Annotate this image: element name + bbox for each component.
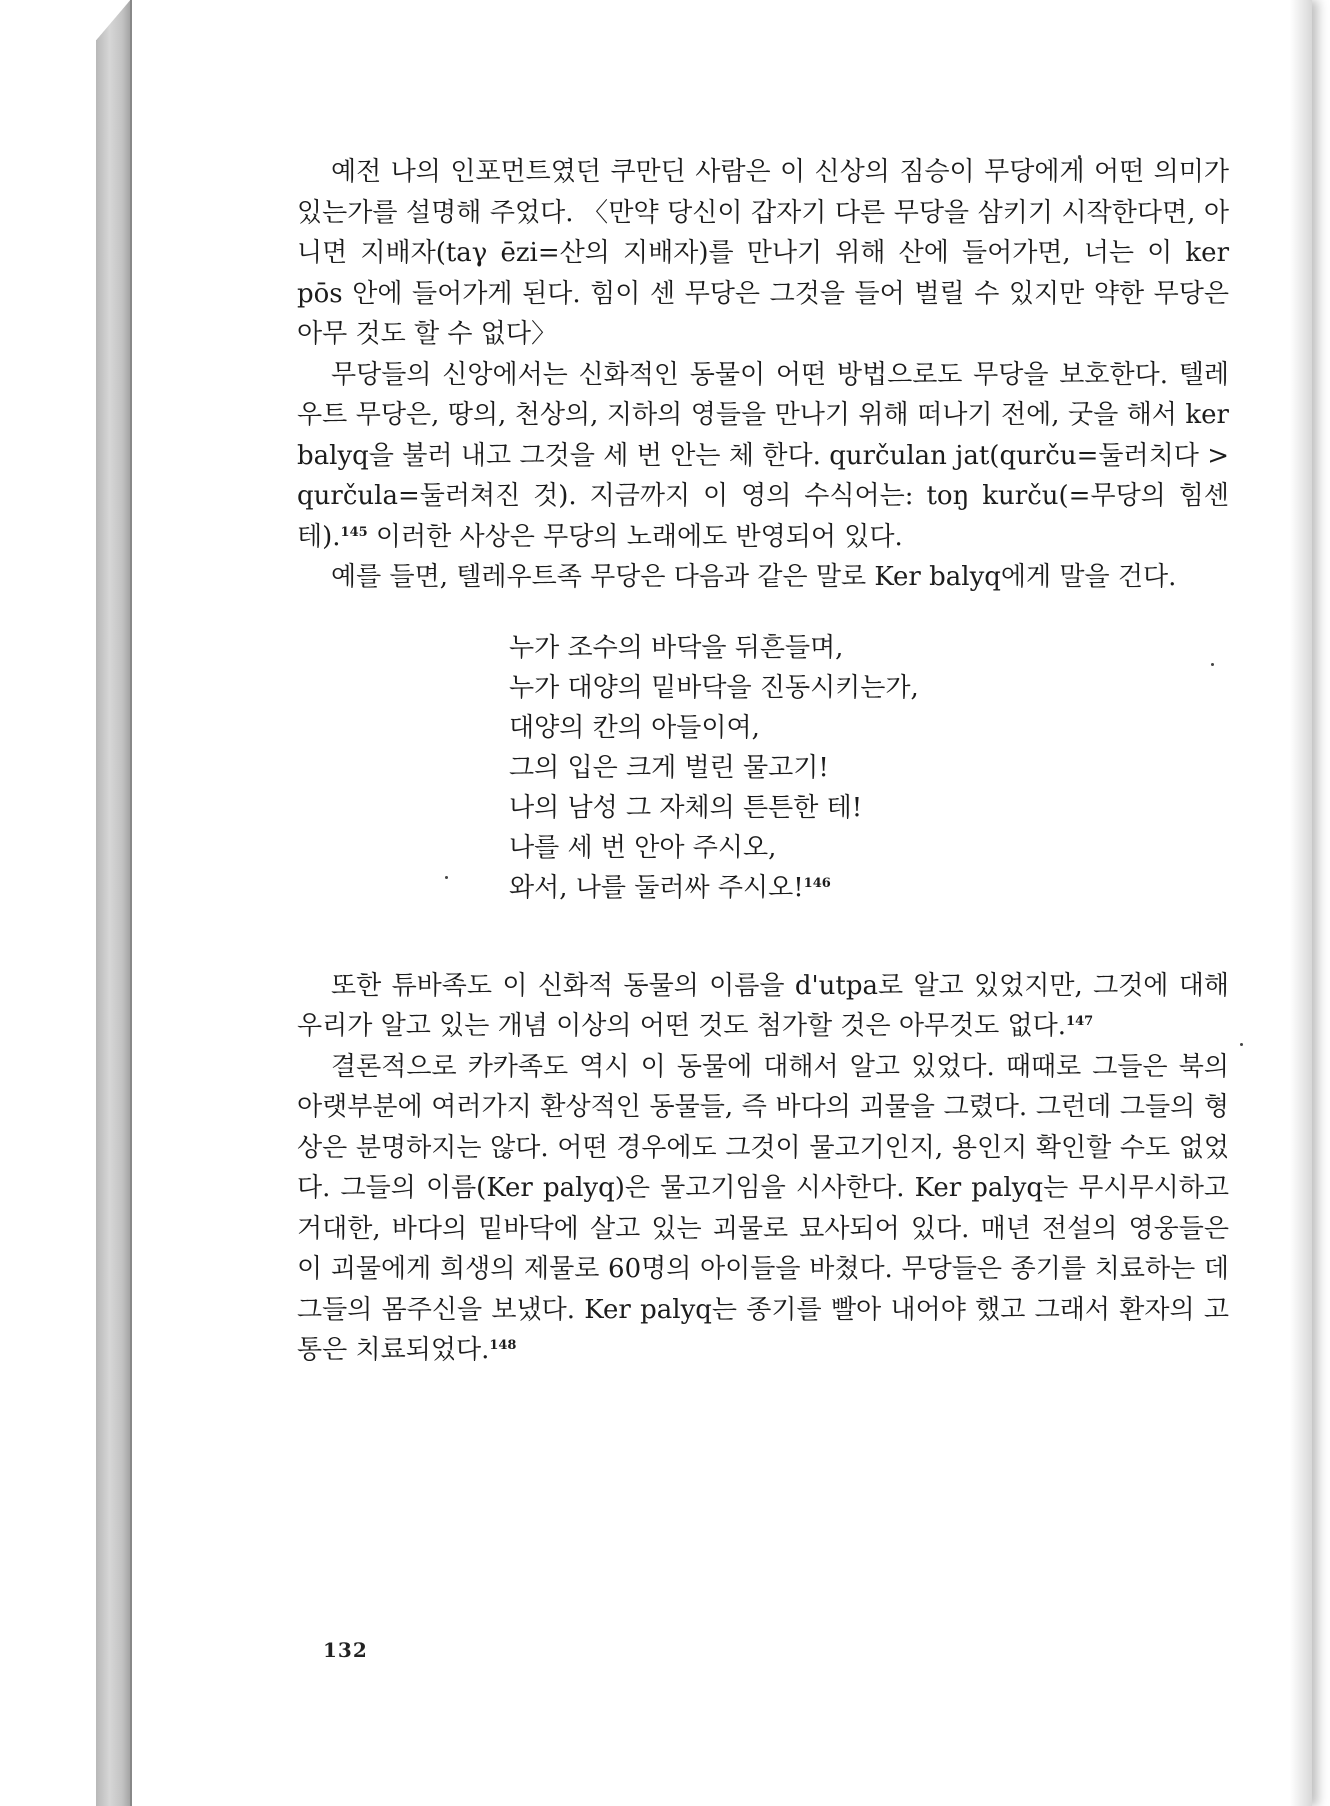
shaman-song-quote <box>509 628 1229 908</box>
paragraph-1 <box>297 152 1229 355</box>
footnote-ref-147: 147 <box>1066 1014 1094 1029</box>
paragraph-3 <box>297 557 1229 598</box>
quote-line: 그의 입은 크게 벌린 물고기! <box>509 752 829 783</box>
quote-line: 나를 세 번 안아 주시오, <box>509 832 777 863</box>
quote-line: 누가 대양의 밑바닥을 진동시키는가, <box>509 672 919 703</box>
quote-line: 나의 남성 그 자체의 튼튼한 테! <box>509 792 863 823</box>
page-number: 132 <box>323 1638 368 1662</box>
paragraph-5-text: 결론적으로 카카족도 역시 이 동물에 대해서 알고 있었다. 때때로 그들은 북의 아랫부분에 여러가지 환상적인 동물들, 즉 바다의 괴물을 그렸다. 그런데 그들의 형상은 분명하지는 않다. 어떤 경우에도 그것이 물고기인지, 용인지 확인할 수도 없었다. 그들의 이름(Ker palyq)은 물고기임을 시사한다. Ker palyq는 무시무시하고 거대한, 바다의 밑바닥에 살고 있는 괴물로 묘사되어 있다. 매년 전설의 영웅들은 이 괴물에게 희생의 제물로 60명의 아이들을 바쳤다. 무당들은 종기를 치료하는 데 그들의 몸주신을 보냈다. Ker palyq는 종기를 빨아 내어야 했고 그래서 환자의 고통은 치료되었다. <box>297 1051 1229 1365</box>
body-text <box>297 152 1229 1371</box>
paragraph-3-text: 예를 들면, 텔레우트족 무당은 다음과 같은 말로 Ker balyq에게 말을 건다. <box>331 562 1177 592</box>
quote-line-text: 와서, 나를 둘러싸 주시오! <box>509 872 804 903</box>
paragraph-5 <box>297 1047 1229 1371</box>
footnote-ref-145: 145 <box>340 524 368 540</box>
quote-line: 대양의 칸의 아들이여, <box>509 712 760 743</box>
paragraph-2-tail: 이러한 사상은 무당의 노래에도 반영되어 있다. <box>367 521 903 552</box>
paragraph-4-text: 또한 튜바족도 이 신화적 동물의 이름을 d'utpa로 알고 있었지만, 그것에 대해 우리가 알고 있는 개념 이상의 어떤 것도 첨가할 것은 아무것도 없다. <box>297 970 1229 1041</box>
footnote-ref-148: 148 <box>489 1338 517 1353</box>
paragraph-2 <box>297 355 1229 558</box>
footnote-ref-146: 146 <box>803 875 831 891</box>
print-speck <box>1240 1043 1243 1046</box>
paragraph-2-text: 무당들의 신앙에서는 신화적인 동물이 어떤 방법으로도 무당을 보호한다. 텔레우트 무당은, 땅의, 천상의, 지하의 영들을 만나기 위해 떠나기 전에, 굿을 해서 ker balyq을 불러 내고 그것을 세 번 안는 체 한다. qurčulan jat(qurču=둘러치다 > qurčula=둘러쳐진 것). 지금까지 이 영의 수식어는: toŋ kurču(=무당의 힘센 테). <box>297 359 1229 552</box>
paragraph-4 <box>297 966 1229 1047</box>
paragraph-1-text: 예전 나의 인포먼트였던 쿠만딘 사람은 이 신상의 짐승이 무당에게 어떤 의미가 있는가를 설명해 주었다. 〈만약 당신이 갑자기 다른 무당을 삼키기 시작한다면, 아니면 지배자(taγ ēzi=산의 지배자)를 만나기 위해 산에 들어가면, 너는 이 ker pōs 안에 들어가게 된다. 힘이 센 무당은 그것을 들어 벌릴 수 있지만 약한 무당은 아무 것도 할 수 없다〉 <box>297 157 1229 349</box>
quote-line: 누가 조수의 바닥을 뒤흔들며, <box>509 632 844 663</box>
book-page-edges <box>96 0 130 1806</box>
quote-line-last <box>509 868 1229 908</box>
page-gutter-shadow <box>1290 0 1312 1806</box>
